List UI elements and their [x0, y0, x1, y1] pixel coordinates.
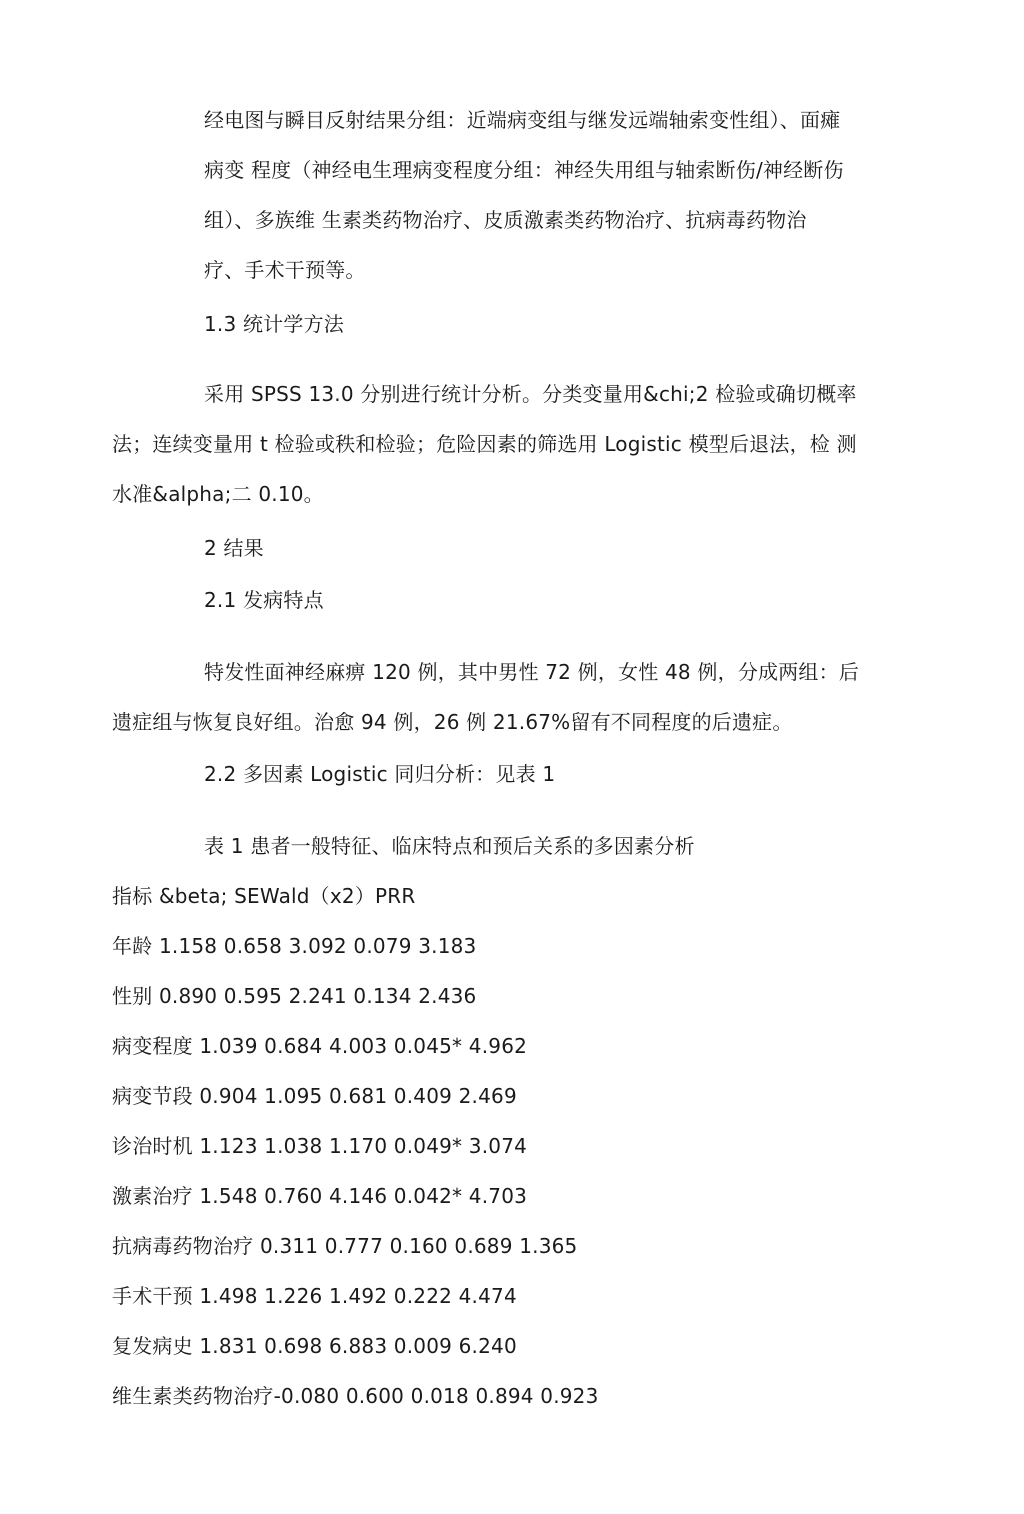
table-caption: 表 1 患者一般特征、临床特点和预后关系的多因素分析	[204, 834, 695, 858]
table-row: 性别 0.890 0.595 2.241 0.134 2.436	[112, 984, 477, 1008]
section-heading-1-3: 1.3 统计学方法	[204, 312, 344, 336]
paragraph-line: 遗症组与恢复良好组。治愈 94 例，26 例 21.67%留有不同程度的后遗症。	[112, 710, 793, 734]
table-row: 维生素类药物治疗-0.080 0.600 0.018 0.894 0.923	[112, 1384, 599, 1408]
table-header: 指标 &beta; SEWald（x2）PRR	[112, 884, 416, 908]
table-row: 复发病史 1.831 0.698 6.883 0.009 6.240	[112, 1334, 517, 1358]
intro-line: 病变 程度（神经电生理病变程度分组：神经失用组与轴索断伤/神经断伤	[204, 158, 844, 182]
section-heading-2-2: 2.2 多因素 Logistic 同归分析：见表 1	[204, 762, 556, 786]
intro-line: 经电图与瞬目反射结果分组：近端病变组与继发远端轴索变性组）、面瘫	[204, 108, 841, 132]
section-heading-2-1: 2.1 发病特点	[204, 588, 324, 612]
paragraph-line: 水准&alpha;二 0.10。	[112, 482, 324, 506]
paragraph-line: 法；连续变量用 t 检验或秩和检验；危险因素的筛选用 Logistic 模型后退法，检 测	[112, 432, 857, 456]
table-row: 手术干预 1.498 1.226 1.492 0.222 4.474	[112, 1284, 517, 1308]
intro-line: 疗、手术干预等。	[204, 258, 366, 282]
paragraph-line: 采用 SPSS 13.0 分别进行统计分析。分类变量用&chi;2 检验或确切概率	[204, 382, 857, 406]
table-row: 年龄 1.158 0.658 3.092 0.079 3.183	[112, 934, 477, 958]
intro-line: 组）、多族维 生素类药物治疗、皮质激素类药物治疗、抗病毒药物治	[204, 208, 807, 232]
table-row: 诊治时机 1.123 1.038 1.170 0.049* 3.074	[112, 1134, 528, 1158]
section-heading-2: 2 结果	[204, 536, 264, 560]
paragraph-line: 特发性面神经麻痹 120 例，其中男性 72 例，女性 48 例，分成两组：后	[204, 660, 860, 684]
table-row: 病变节段 0.904 1.095 0.681 0.409 2.469	[112, 1084, 517, 1108]
table-row: 激素治疗 1.548 0.760 4.146 0.042* 4.703	[112, 1184, 528, 1208]
table-row: 病变程度 1.039 0.684 4.003 0.045* 4.962	[112, 1034, 528, 1058]
table-row: 抗病毒药物治疗 0.311 0.777 0.160 0.689 1.365	[112, 1234, 578, 1258]
